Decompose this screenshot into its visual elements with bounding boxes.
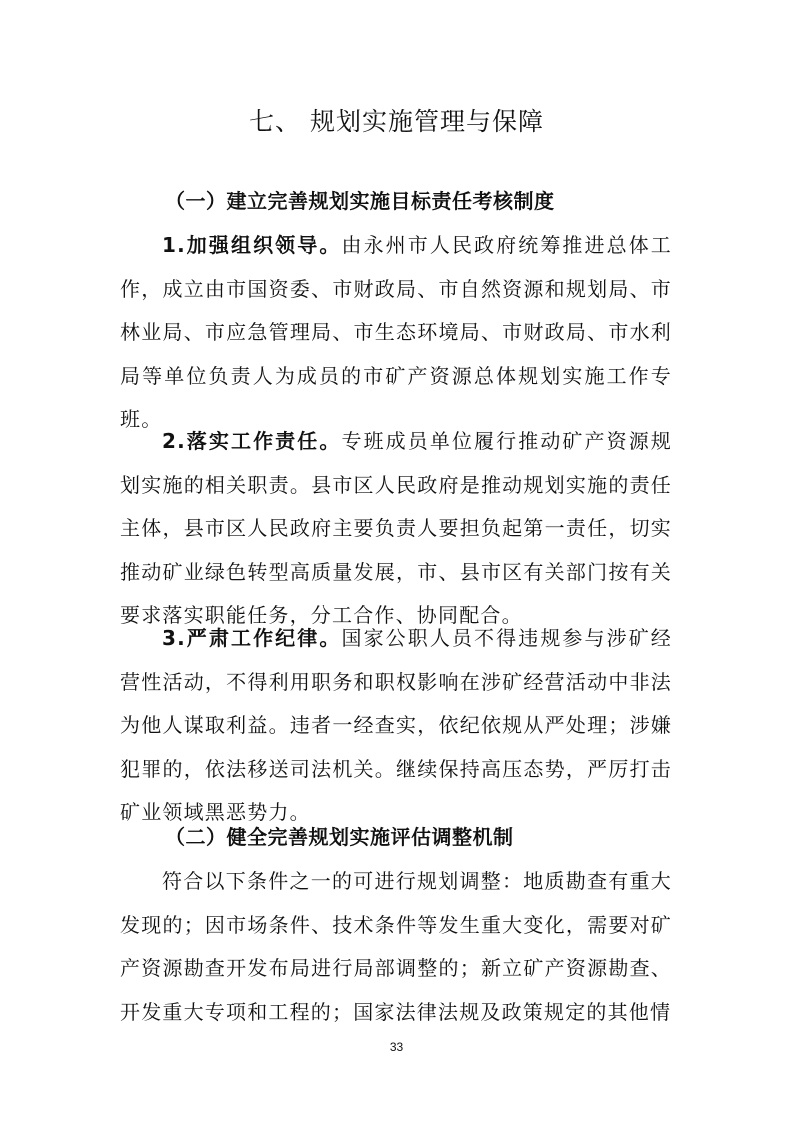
paragraph-lead: 3.严肃工作纪律。 [162,626,342,650]
page-title: 七、 规划实施管理与保障 [249,107,544,136]
paragraph-responsibility [120,420,672,638]
paragraph-discipline [120,617,672,835]
section-heading-1: （一）建立完善规划实施目标责任考核制度 [165,189,555,213]
paragraph-lead: 2.落实工作责任。 [162,429,342,453]
paragraph-lead: 1.加强组织领导。 [162,233,342,257]
paragraph-organization [120,224,672,442]
paragraph-text: 由永州市人民政府统筹推进总体工作，成立由市国资委、市财政局、市自然资源和规划局、市林业局、市应急管理局、市生态环境局、市财政局、市水利局等单位负责人为成员的市矿产资源总体规划实施工作专班。 [120,233,672,431]
paragraph-text: 国家公职人员不得违规参与涉矿经营性活动，不得利用职务和职权影响在涉矿经营活动中非法为他人谋取利益。违者一经查实，依纪依规从严处理；涉嫌犯罪的，依法移送司法机关。继续保持高压态势，严厉打击矿业领域黑恶势力。 [120,626,672,824]
section-heading-2: （二）健全完善规划实施评估调整机制 [165,825,514,849]
paragraph-text: 专班成员单位履行推动矿产资源规划实施的相关职责。县市区人民政府是推动规划实施的责任主体，县市区人民政府主要负责人要担负起第一责任，切实推动矿业绿色转型高质量发展，市、县市区有关部门按有关要求落实职能任务，分工合作、协同配合。 [120,429,672,627]
page-number: 33 [389,1040,404,1054]
paragraph-adjustment: 符合以下条件之一的可进行规划调整：地质勘查有重大发现的；因市场条件、技术条件等发生重大变化，需要对矿产资源勘查开发布局进行局部调整的；新立矿产资源勘查、开发重大专项和工程的；国家法律法规及政策规定的其他情 [120,869,672,1024]
